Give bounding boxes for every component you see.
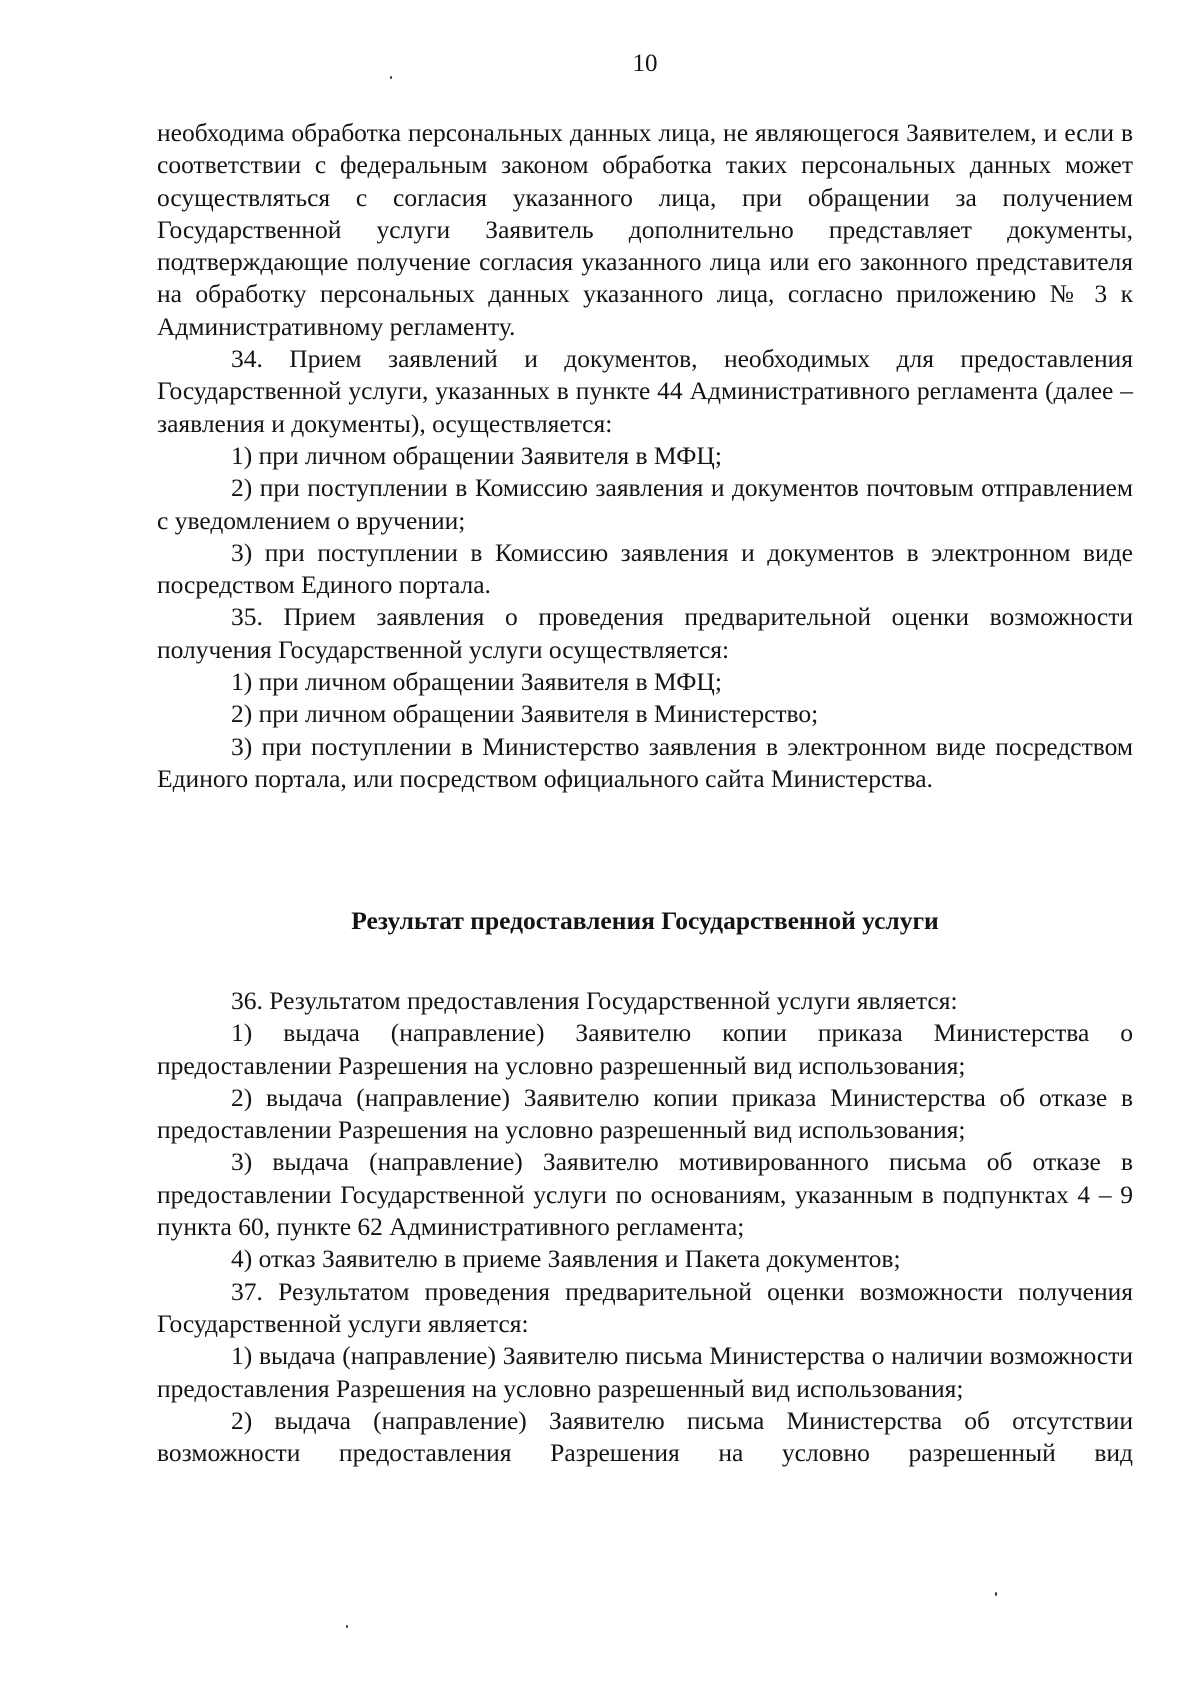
page-number: 10 <box>632 50 658 77</box>
list-item: 2) при поступлении в Комиссию заявления и документов почтовым отправлением с уведомлением о вручении; <box>157 473 1133 535</box>
list-item: 3) при поступлении в Комиссию заявления и документов в электронном виде посредством Единого портала. <box>157 537 1133 600</box>
list-item-last: 2) выдача (направление) Заявителю письма Министерства об отсутствии возможности предоставления Разрешения на условно разрешенный вид <box>157 1405 1133 1468</box>
list-item: 3) выдача (направление) Заявителю мотивированного письма об отказе в предоставлении Государственной услуги по основаниям, указанным в подпунктах 4 – 9 пункта 60, пункте 62 Административного регламента; <box>157 1147 1133 1242</box>
paragraph-35: 35. Прием заявления о проведения предварительной оценки возможности получения Государственной услуги осуществляется: <box>157 602 1133 664</box>
paragraph-37: 37. Результатом проведения предварительной оценки возможности получения Государственной услуги является: <box>157 1276 1133 1338</box>
text-block-top <box>157 117 1133 795</box>
list-item: 1) выдача (направление) Заявителю письма Министерства о наличии возможности предоставления Разрешения на условно разрешенный вид использования; <box>157 1341 1133 1403</box>
list-item: 3) при поступлении в Министерство заявления в электронном виде посредством Единого портала, или посредством официального сайта Министерства. <box>157 731 1133 793</box>
paragraph-34: 34. Прием заявлений и документов, необходимых для предоставления Государственной услуги, указанных в пункте 44 Административного регламента (далее – заявления и документы), осуществляется: <box>157 344 1133 438</box>
list-item: 4) отказ Заявителю в приеме Заявления и Пакета документов; <box>231 1244 901 1274</box>
list-item: 1) выдача (направление) Заявителю копии приказа Министерства о предоставлении Разрешения на условно разрешенный вид использования; <box>157 1018 1133 1080</box>
scan-speck <box>995 1592 997 1596</box>
list-item: 2) выдача (направление) Заявителю копии приказа Министерства об отказе в предоставлении Разрешения на условно разрешенный вид использования; <box>157 1082 1133 1145</box>
paragraph-continuation: необходима обработка персональных данных лица, не являющегося Заявителем, и если в соответствии с федеральным законом обработка таких персональных данных может осуществляться с согласия указанного лица, при обращении за получением Государственной услуги Заявитель дополнительно представляет документы, подтверждающие получение согласия указанного лица или его законного представителя на обработку персональных данных указанного лица, согласно приложению № 3 к Административному регламенту. <box>157 118 1133 341</box>
paragraph-36: 36. Результатом предоставления Государственной услуги является: <box>231 986 958 1015</box>
scan-speck <box>390 76 392 79</box>
list-item: 1) при личном обращении Заявителя в МФЦ; <box>231 440 722 470</box>
list-item: 1) при личном обращении Заявителя в МФЦ; <box>231 667 722 697</box>
text-block-bottom <box>157 985 1133 1469</box>
section-heading: Результат предоставления Государственной услуги <box>351 906 939 935</box>
scan-speck <box>346 1625 348 1628</box>
list-item: 2) при личном обращении Заявителя в Министерство; <box>231 699 819 729</box>
